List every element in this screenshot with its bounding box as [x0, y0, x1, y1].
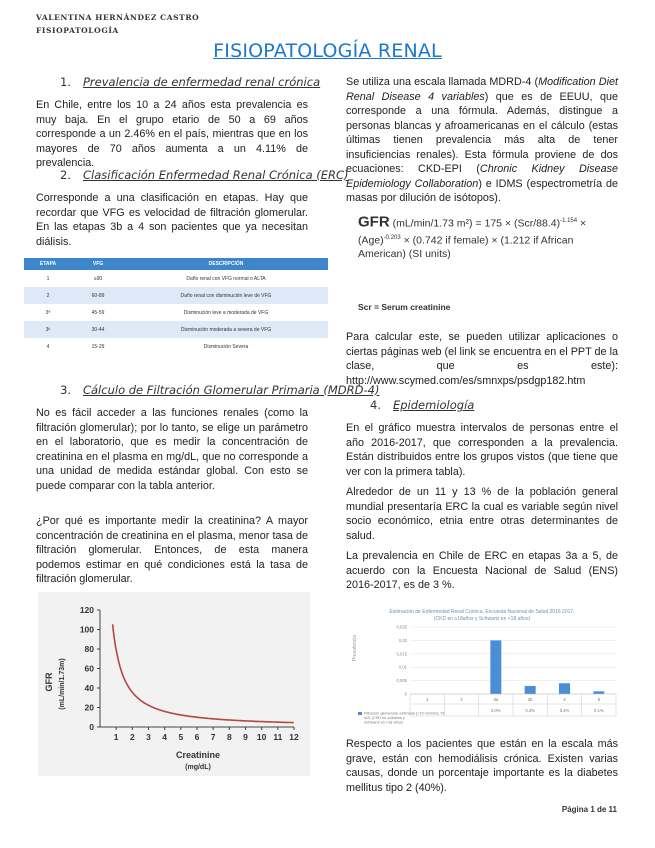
formula-line2a: (Age) [358, 234, 384, 246]
y-tick-label: 0 [89, 722, 94, 732]
section-4-paragraph-3: La prevalencia en Chile de ERC en etapas 3a a 5, de acuerdo con la Encuesta Nacional de Salud (ENS) 2016-2017, es de 3 %. [346, 550, 618, 591]
ens-data-label: 0,3% [525, 708, 535, 713]
x-tick-label: 12 [289, 732, 299, 742]
erc-cell-vfg: 15-29 [91, 343, 105, 350]
erc-cell-descripcion: Disminución moderada a severa de VFG [124, 321, 328, 338]
x-axis-units: (mg/dL) [185, 764, 211, 771]
formula-line2b: × (0.742 if female) × (1.212 if African [400, 234, 574, 246]
section-4-title: Epidemiología [392, 398, 475, 412]
ens-category-label: 5 [597, 697, 601, 702]
table-row [24, 287, 328, 304]
ens-bar [593, 691, 604, 694]
erc-table-header-row [24, 258, 328, 270]
ens-y-tick-label: 0,02 [398, 637, 407, 643]
formula-line3: American) (SI units) [358, 248, 451, 260]
mdrd-text-e: ) e IDMS (espectrometría de masas por dilución de isótopos). [346, 177, 618, 204]
section-2-number: 2. [60, 168, 71, 182]
table-row [24, 270, 328, 287]
mdrd-text-a: Se utiliza una escala llamada MDRD-4 ( [346, 76, 539, 88]
page-title: FISIOPATOLOGÍA RENAL [213, 40, 442, 62]
section-1-heading [60, 75, 320, 89]
ens-bar [559, 683, 570, 694]
x-tick-label: 8 [226, 732, 232, 742]
erc-cell-descripcion: Disminución leve a moderada de VFG [183, 309, 269, 316]
ens-category-label: 4 [563, 697, 566, 702]
table-row [24, 304, 328, 321]
y-tick-label: 60 [84, 663, 94, 674]
table-row [24, 321, 328, 338]
erc-cell-etapa: 4 [46, 343, 50, 350]
y-tick-label: 40 [84, 683, 94, 693]
section-1-paragraph: En Chile, entre los 10 a 24 años esta prevalencia es muy baja. En el grupo etario de 50 a 69 años corresponde a un 2.46% en el país, mientras que en los mayores de 70 años aumenta a un 4.11% de prevalencia. [36, 99, 308, 169]
erc-cell-descripcion: Disminución Severa [203, 343, 249, 350]
section-4-paragraph-1: En el gráfico muestra intervalos de personas entre el año 2016-2017, que corresponden a la prevalencia. Están distribuidos entre los grupos vistos (que tiene que ver con la primera tabla). [346, 422, 618, 478]
ens-chart-title-line2: (CKD en ≥18años y Schwartz en <18 años) [433, 616, 531, 622]
erc-cell-vfg: 45-59 [91, 309, 105, 316]
section-4-paragraph-2: Alrededor de un 11 y 13 % de la población general mundial presentaría ERC la cual es variable según nivel socio económico, etnia entre otras determinantes de salud. [346, 486, 618, 542]
formula-exp1: -1.154 [560, 218, 578, 224]
y-axis-label: GFR [44, 672, 54, 692]
erc-cell-etapa: 3ª [45, 309, 51, 316]
erc-header-descripcion: DESCRIPCIÓN [124, 258, 328, 270]
section-4-paragraph-4: Respecto a los pacientes que están en la escala más grave, están con hemodiálisis crónica. Existen varias causas, donde un porcentaje importante es la diabetes mellitus tipo 2 (40%). [346, 738, 618, 794]
section-1-title: Prevalencia de enfermedad renal crónica [82, 75, 321, 89]
ens-legend-label-2: m2) (CKD en ≥18años y [364, 716, 405, 720]
ens-legend-label-3: Schwartz en <18 años) [364, 720, 403, 725]
ens-bar [490, 640, 501, 694]
ens-prevalence-chart [350, 606, 622, 732]
x-tick-label: 11 [273, 732, 283, 742]
ens-legend-label-1: Filtración glomerular estimada (<15 ml/min/1.73 [364, 711, 445, 716]
mdrd-text-d: Chronic Kidney Disease Epidemiology Collaboration [346, 163, 618, 190]
formula-lhs: GFR [358, 213, 390, 231]
table-row [24, 338, 328, 355]
ens-data-label: 0,1% [594, 708, 604, 713]
erc-cell-vfg: 60-89 [72, 287, 124, 304]
y-tick-label: 120 [79, 605, 94, 615]
ens-y-tick-label: 0,025 [396, 624, 407, 630]
ens-data-label: 0,4% [559, 708, 570, 713]
erc-cell-etapa: 1 [46, 275, 50, 282]
subject-header: FISIOPATOLOGÍA [36, 26, 119, 35]
ens-y-tick-label: 0,005 [396, 678, 407, 684]
formula-line1: (mL/min/1.73 m²) = 175 × (Scr/88.4) [389, 217, 561, 230]
section-3-number: 3. [60, 383, 71, 397]
y-tick-label: 100 [79, 624, 94, 635]
x-tick-label: 4 [162, 732, 168, 742]
erc-classification-table [24, 258, 328, 355]
erc-header-vfg: VFG [72, 258, 124, 270]
ens-y-axis-label: Prevalencia [352, 634, 358, 662]
calc-paragraph: Para calcular este, se pueden utilizar aplicaciones o ciertas páginas web (el link se encuentra en el PPT de la clase, que es este): http://www.scymed.com/es/smnxps/psdgp182.htm [346, 331, 618, 387]
mdrd-paragraph [346, 75, 618, 206]
section-3-title: Cálculo de Filtración Glomerular Primaria (MDRD-4) [82, 383, 380, 397]
ens-category-label: 3a [493, 697, 499, 702]
page-number: Página 1 de 11 [561, 805, 617, 814]
formula-exp2: -0.203 [383, 234, 401, 241]
ens-y-tick-label: 0,015 [396, 651, 407, 657]
formula-line1b: × [577, 217, 587, 230]
section-3-paragraph-2: ¿Por qué es importante medir la creatinina? A mayor concentración de creatinina en el plasma, menor tasa de filtración glomerular. Entonces, de esta manera podemos estimar en qué condiciones está la tasa de filtración glomerular. [36, 515, 308, 585]
y-axis-units: (mL/min/1.73m) [59, 658, 66, 710]
ens-legend-swatch [358, 712, 362, 715]
x-tick-label: 6 [194, 732, 200, 742]
ens-category-label: 1 [425, 697, 429, 702]
section-3-paragraph-1: No es fácil acceder a las funciones renales (como la filtración glomerular); por lo tanto, se elige un parámetro en el laboratorio, que es medir la concentración de creatinina en el plasma en mg/dL, que no corresponde a una unidad de medida estándar global. Con esto se puede comparar con la tabla anterior. [36, 407, 308, 492]
erc-header-etapa: ETAPA [24, 258, 72, 270]
erc-cell-vfg: ≥90 [93, 275, 103, 282]
ens-data-label: 2,0% [491, 708, 501, 713]
ens-y-tick-label: 0 [404, 691, 407, 697]
x-tick-label: 3 [146, 732, 151, 742]
section-1-number: 1. [60, 75, 71, 89]
ens-category-label: 2 [460, 697, 463, 702]
erc-cell-etapa: 2 [24, 287, 72, 304]
section-2-paragraph: Corresponde a una clasificación en etapas. Hay que recordar que VFG es velocidad de filtración glomerular. En las etapas 3b a 4 son pacientes que ya necesitan diálisis. [36, 192, 308, 248]
y-tick-label: 80 [84, 644, 94, 654]
section-4-heading [370, 398, 474, 412]
erc-cell-etapa: 3ᵇ [24, 321, 72, 338]
x-tick-label: 2 [129, 732, 135, 742]
formula-note: Scr = Serum creatinine [358, 302, 451, 312]
ens-gridlines [397, 625, 616, 697]
x-axis-label: Creatinine [175, 750, 221, 760]
erc-cell-descripcion: Daño renal con VFG normal o ALTA [186, 275, 266, 282]
ens-bar [525, 686, 536, 694]
erc-cell-descripcion: Daño renal con disminución leve de VFG [124, 287, 328, 304]
x-tick-label: 9 [243, 732, 248, 742]
y-tick-label: 20 [84, 702, 94, 713]
mdrd-text-c: ) que es de EEUU, que corresponde a una fórmula. Además, distingue a personas blancas y afroamericanas en el cálculo (estas últimas tienen prevalencia más alta de tener insuficiencias renales). Esta fórmula proviene de dos ecuaciones: CKD-EPI ( [346, 90, 618, 175]
chart-background [38, 592, 310, 776]
section-3-heading [60, 383, 379, 397]
section-2-heading [60, 168, 349, 182]
x-tick-label: 1 [113, 732, 119, 742]
ens-chart-title-line1: Estimación de Enfermedad Renal Crónica, Encuesta Nacional de Salud 2016 2017, [389, 609, 575, 615]
ens-y-tick-label: 0,01 [398, 664, 407, 670]
x-tick-label: 5 [178, 732, 184, 742]
gfr-creatinine-chart [38, 592, 310, 776]
mdrd-text-b: Modification Diet Renal Disease 4 variables [346, 76, 618, 103]
section-4-number: 4. [370, 398, 381, 412]
mdrd-formula [358, 214, 623, 261]
x-tick-label: 10 [256, 732, 267, 742]
erc-cell-vfg: 30-44 [72, 321, 124, 338]
section-2-title: Clasificación Enfermedad Renal Crónica (ERC) [82, 168, 349, 182]
ens-category-label: 3b [527, 697, 533, 702]
author-header: VALENTINA HERNÁNDEZ CASTRO [36, 13, 200, 22]
x-tick-label: 7 [210, 732, 216, 742]
